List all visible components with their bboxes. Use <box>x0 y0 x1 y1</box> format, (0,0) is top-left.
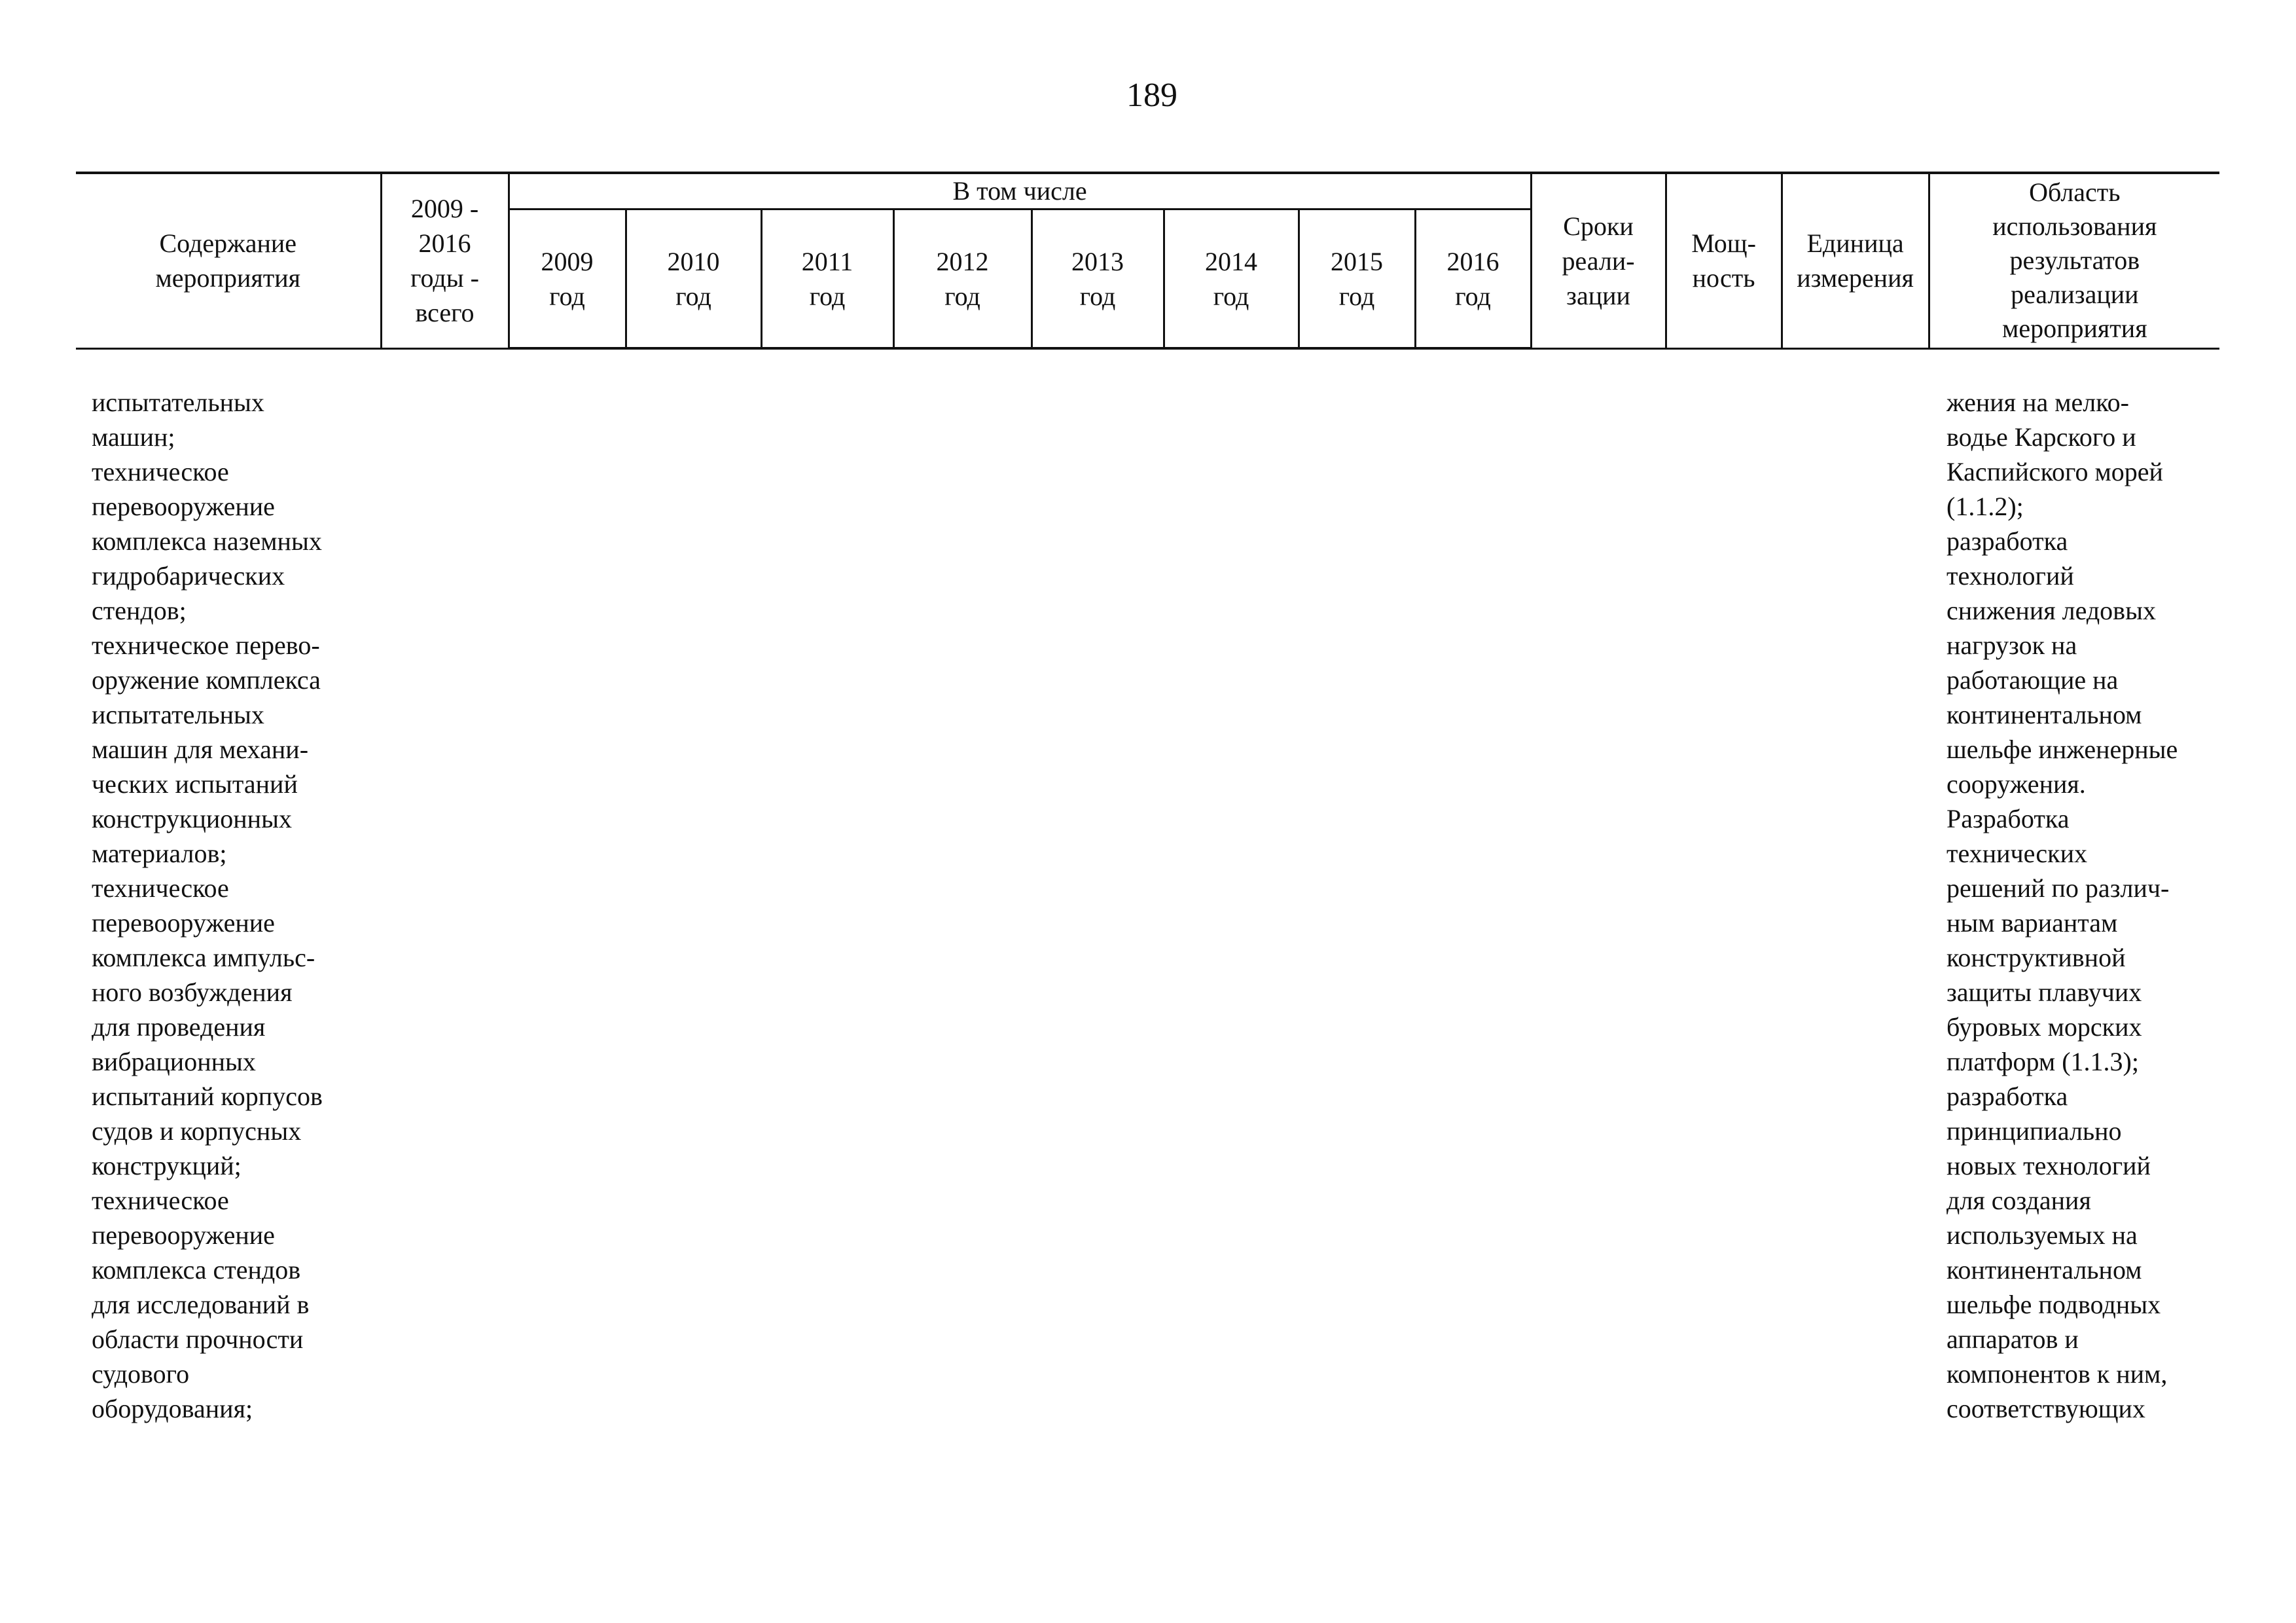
scope-text-line: Каспийского морей <box>1946 457 2163 486</box>
scope-text-line: Разработка <box>1946 804 2070 833</box>
scope-text-line: разработка <box>1946 1082 2068 1111</box>
content-text-line: для проведения <box>92 1012 266 1042</box>
scope-text-line: для создания <box>1946 1186 2091 1215</box>
scope-text-line: технических <box>1946 839 2087 868</box>
page-number: 189 <box>1126 77 1177 114</box>
header-year-2011: 2011 год <box>761 210 893 349</box>
scope-text-line: водье Карского и <box>1946 422 2136 452</box>
scope-text-line: новых технологий <box>1946 1151 2151 1180</box>
content-text-line: испытательных <box>92 700 264 729</box>
content-column-text <box>92 385 380 1426</box>
header-year-2014: 2014 год <box>1164 210 1299 349</box>
scope-text-line: решений по различ- <box>1946 873 2170 903</box>
scope-text-line: шельфе инженерные <box>1946 735 2178 764</box>
scope-text-line: принципиально <box>1946 1116 2122 1146</box>
content-text-line: области прочности <box>92 1324 304 1354</box>
header-year-2015: 2015 год <box>1299 210 1415 349</box>
content-text-line: конструкционных <box>92 804 292 833</box>
scope-text-line: буровых морских <box>1946 1012 2142 1042</box>
header-terms: Сроки реали- зации <box>1531 173 1666 348</box>
scope-text-line: платформ (1.1.3); <box>1946 1047 2139 1076</box>
header-year-2016: 2016 год <box>1415 210 1531 349</box>
scope-text-line: континентальном <box>1946 700 2142 729</box>
content-text-line: испытаний корпусов <box>92 1082 323 1111</box>
scope-text-line: разработка <box>1946 526 2068 556</box>
scope-text-line: континентальном <box>1946 1255 2142 1285</box>
content-text-line: машин для механи- <box>92 735 309 764</box>
header-year-2012: 2012 год <box>893 210 1031 349</box>
content-text-line: оборудования; <box>92 1394 253 1423</box>
scope-column-text <box>1946 385 2221 1426</box>
content-text-line: комплекса стендов <box>92 1255 301 1285</box>
scope-text-line: нагрузок на <box>1946 630 2077 660</box>
content-text-line: комплекса импульс- <box>92 943 315 972</box>
content-text-line: судов и корпусных <box>92 1116 302 1146</box>
header-year-2009: 2009 год <box>509 210 626 349</box>
scope-text-line: сооружения. <box>1946 769 2086 799</box>
scope-text-line: ным вариантам <box>1946 908 2118 938</box>
content-text-line: для исследований в <box>92 1290 310 1319</box>
scope-text-line: работающие на <box>1946 665 2119 695</box>
header-scope: Область использования результатов реализации мероприятия <box>1929 173 2219 348</box>
scope-text-line: технологий <box>1946 561 2074 591</box>
content-text-line: ческих испытаний <box>92 769 298 799</box>
scope-text-line: (1.1.2); <box>1946 492 2024 521</box>
content-text-line: конструкций; <box>92 1151 242 1180</box>
content-text-line: комплекса наземных <box>92 526 322 556</box>
scope-text-line: используемых на <box>1946 1220 2138 1250</box>
scope-text-line: конструктивной <box>1946 943 2126 972</box>
content-text-line: вибрационных <box>92 1047 256 1076</box>
content-text-line: машин; <box>92 422 175 452</box>
header-unit: Единица измерения <box>1782 173 1929 348</box>
scope-text-line: аппаратов и <box>1946 1324 2079 1354</box>
content-text-line: техническое перево- <box>92 630 320 660</box>
content-text-line: перевооружение <box>92 1220 275 1250</box>
header-capacity: Мощ- ность <box>1666 173 1782 348</box>
header-year-2013: 2013 год <box>1031 210 1164 349</box>
header-content: Содержание мероприятия <box>76 173 381 348</box>
content-text-line: ного возбуждения <box>92 977 293 1007</box>
header-year-2010: 2010 год <box>626 210 761 349</box>
content-text-line: материалов; <box>92 839 227 868</box>
header-total-2009-2016: 2009 - 2016 годы - всего <box>381 173 509 348</box>
content-text-line: испытательных <box>92 388 264 417</box>
content-text-line: судового <box>92 1359 190 1389</box>
scope-text-line: соответствующих <box>1946 1394 2145 1423</box>
scope-text-line: защиты плавучих <box>1946 977 2142 1007</box>
program-table-header <box>76 172 2219 350</box>
content-text-line: техническое <box>92 873 229 903</box>
content-text-line: перевооружение <box>92 908 275 938</box>
content-text-line: гидробарических <box>92 561 285 591</box>
scope-text-line: компонентов к ним, <box>1946 1359 2168 1389</box>
content-text-line: техническое <box>92 1186 229 1215</box>
scope-text-line: снижения ледовых <box>1946 596 2156 625</box>
content-text-line: стендов; <box>92 596 187 625</box>
content-text-line: техническое <box>92 457 229 486</box>
scope-text-line: шельфе подводных <box>1946 1290 2161 1319</box>
header-including: В том числе <box>509 173 1531 210</box>
content-text-line: перевооружение <box>92 492 275 521</box>
content-text-line: оружение комплекса <box>92 665 321 695</box>
scope-text-line: жения на мелко- <box>1946 388 2129 417</box>
